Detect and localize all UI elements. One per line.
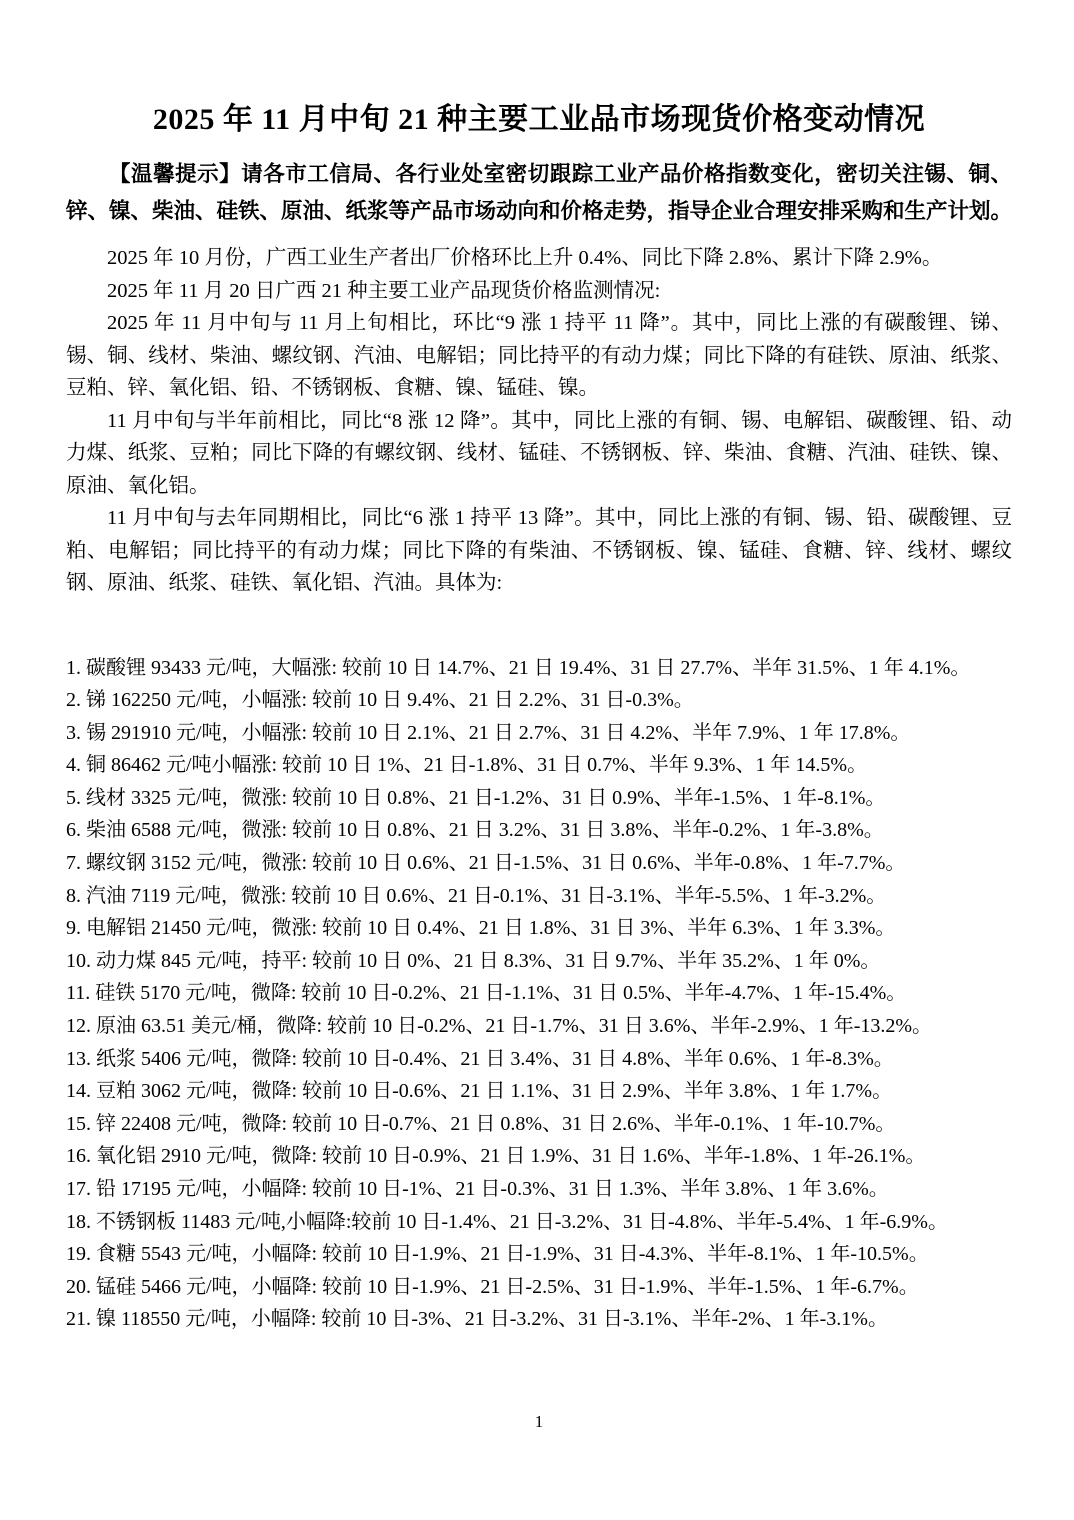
price-item-zinc: 15. 锌 22408 元/吨，微降: 较前 10 日-0.7%、21 日 0.8%、31 日 2.6%、半年-0.1%、1 年-10.7%。: [66, 1112, 896, 1135]
price-item-stainless-steel-plate: 18. 不锈钢板 11483 元/吨,小幅降:较前 10 日-1.4%、21 日-3.2%、31 日-4.8%、半年-5.4%、1 年-6.9%。: [66, 1210, 948, 1233]
price-item-tin: 3. 锡 291910 元/吨，小幅涨: 较前 10 日 2.1%、21 日 2.7%、31 日 4.2%、半年 7.9%、1 年 17.8%。: [66, 721, 911, 744]
paragraph-vs-early-month: 2025 年 11 月中旬与 11 月上旬相比，环比“9 涨 1 持平 11 降”。其中，同比上涨的有碳酸锂、锑、锡、铜、线材、柴油、螺纹钢、汽油、电解铝；同比持平的有动力煤；同比下降的有硅铁、原油、纸浆、豆粕、锌、氧化铝、铅、不锈钢板、食糖、镍、锰硅、镍。: [66, 312, 1012, 399]
price-item-thermal-coal: 10. 动力煤 845 元/吨，持平: 较前 10 日 0%、21 日 8.3%、31 日 9.7%、半年 35.2%、1 年 0%。: [66, 949, 881, 972]
notice-paragraph: 【温馨提示】请各市工信局、各行业处室密切跟踪工业产品价格指数变化，密切关注锡、铜、锌、镍、柴油、硅铁、原油、纸浆等产品市场动向和价格走势，指导企业合理安排采购和生产计划。: [66, 162, 1013, 223]
price-item-sugar: 19. 食糖 5543 元/吨，小幅降: 较前 10 日-1.9%、21 日-1.9%、31 日-4.3%、半年-8.1%、1 年-10.5%。: [66, 1243, 929, 1266]
price-item-silicomanganese: 20. 锰硅 5466 元/吨，小幅降: 较前 10 日-1.9%、21 日-2.5%、31 日-1.9%、半年-1.5%、1 年-6.7%。: [66, 1275, 919, 1298]
price-item-antimony: 2. 锑 162250 元/吨，小幅涨: 较前 10 日 9.4%、21 日 2.2%、31 日-0.3%。: [66, 689, 694, 712]
document-title: 2025 年 11 月中旬 21 种主要工业品市场现货价格变动情况: [152, 103, 926, 136]
paragraph-vs-last-year: 11 月中旬与去年同期相比，同比“6 涨 1 持平 13 降”。其中，同比上涨的有铜、锡、铅、碳酸锂、豆粕、电解铝；同比持平的有动力煤；同比下降的有柴油、不锈钢板、镍、锰硅、食糖、锌、线材、螺纹钢、原油、纸浆、硅铁、氧化铝、汽油。具体为:: [66, 507, 1012, 594]
price-item-list: [66, 652, 1012, 1336]
paragraph-ppi-october: 2025 年 10 月份，广西工业生产者出厂价格环比上升 0.4%、同比下降 2.8%、累计下降 2.9%。: [107, 247, 943, 269]
price-item-copper: 4. 铜 86462 元/吨小幅涨: 较前 10 日 1%、21 日-1.8%、31 日 0.7%、半年 9.3%、1 年 14.5%。: [66, 754, 868, 777]
price-item-nickel: 21. 镍 118550 元/吨，小幅降: 较前 10 日-3%、21 日-3.2%、31 日-3.1%、半年-2%、1 年-3.1%。: [66, 1308, 888, 1331]
paragraph-vs-half-year: 11 月中旬与半年前相比，同比“8 涨 12 降”。其中，同比上涨的有铜、锡、电解铝、碳酸锂、铅、动力煤、纸浆、豆粕；同比下降的有螺纹钢、线材、锰硅、不锈钢板、锌、柴油、食糖、汽油、硅铁、镍、原油、氧化铝。: [66, 409, 1012, 497]
price-item-gasoline: 8. 汽油 7119 元/吨，微涨: 较前 10 日 0.6%、21 日-0.1%、31 日-3.1%、半年-5.5%、1 年-3.2%。: [66, 884, 887, 907]
price-item-rebar: 7. 螺纹钢 3152 元/吨，微涨: 较前 10 日 0.6%、21 日-1.5%、31 日 0.6%、半年-0.8%、1 年-7.7%。: [66, 852, 906, 875]
price-item-lithium-carbonate: 1. 碳酸锂 93433 元/吨，大幅涨: 较前 10 日 14.7%、21 日 19.4%、31 日 27.7%、半年 31.5%、1 年 4.1%。: [66, 656, 971, 679]
price-item-pulp: 13. 纸浆 5406 元/吨，微降: 较前 10 日-0.4%、21 日 3.4%、31 日 4.8%、半年 0.6%、1 年-8.3%。: [66, 1047, 894, 1070]
paragraph-monitor-date: 2025 年 11 月 20 日广西 21 种主要工业产品现货价格监测情况:: [107, 279, 661, 302]
price-item-crude-oil: 12. 原油 63.51 美元/桶，微降: 较前 10 日-0.2%、21 日-1.7%、31 日 3.6%、半年-2.9%、1 年-13.2%。: [66, 1015, 933, 1038]
price-item-lead: 17. 铅 17195 元/吨，小幅降: 较前 10 日-1%、21 日-0.3%、31 日 1.3%、半年 3.8%、1 年 3.6%。: [66, 1178, 889, 1200]
body-paragraphs: [66, 242, 1012, 600]
page-footer: [66, 1412, 1012, 1432]
price-item-electrolytic-aluminum: 9. 电解铝 21450 元/吨，微涨: 较前 10 日 0.4%、21 日 1.8%、31 日 3%、半年 6.3%、1 年 3.3%。: [66, 917, 896, 940]
price-item-diesel: 6. 柴油 6588 元/吨，微涨: 较前 10 日 0.8%、21 日 3.2%、31 日 3.8%、半年-0.2%、1 年-3.8%。: [66, 819, 884, 842]
price-item-ferrosilicon: 11. 硅铁 5170 元/吨，微降: 较前 10 日-0.2%、21 日-1.1%、31 日 0.5%、半年-4.7%、1 年-15.4%。: [66, 982, 907, 1005]
page-number: 1: [534, 1411, 544, 1431]
price-item-wire-rod: 5. 线材 3325 元/吨，微涨: 较前 10 日 0.8%、21 日-1.2%、31 日 0.9%、半年-1.5%、1 年-8.1%。: [66, 786, 886, 809]
price-item-soybean-meal: 14. 豆粕 3062 元/吨，微降: 较前 10 日-0.6%、21 日 1.1%、31 日 2.9%、半年 3.8%、1 年 1.7%。: [66, 1080, 893, 1103]
price-item-alumina: 16. 氧化铝 2910 元/吨，微降: 较前 10 日-0.9%、21 日 1.9%、31 日 1.6%、半年-1.8%、1 年-26.1%。: [66, 1145, 926, 1168]
